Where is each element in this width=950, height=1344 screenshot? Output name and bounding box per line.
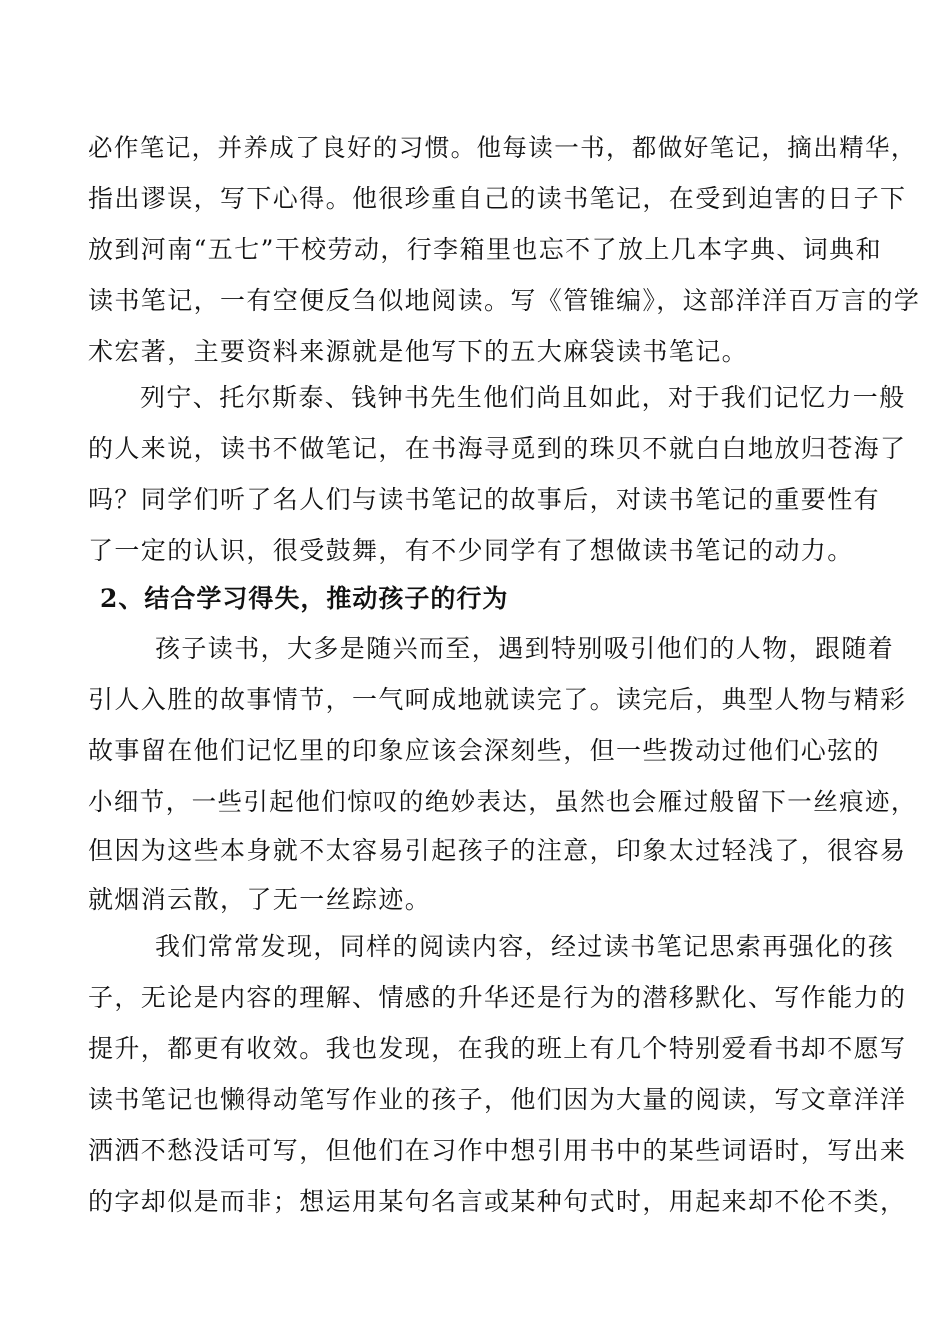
- section-heading: 2、结合学习得失，推动孩子的行为: [100, 584, 509, 613]
- text-line: 列宁、托尔斯泰、钱钟书先生他们尚且如此，对于我们记忆力一般: [140, 383, 906, 412]
- text-line: 了一定的认识，很受鼓舞，有不少同学有了想做读书笔记的动力。: [88, 536, 854, 565]
- text-line: 小细节，一些引起他们惊叹的绝妙表达，虽然也会雁过般留下一丝痕迹，: [88, 787, 917, 816]
- text-line: 洒洒不愁没话可写，但他们在习作中想引用书中的某些词语时，写出来: [88, 1136, 907, 1165]
- text-line: 的字却似是而非；想运用某句名言或某种句式时，用起来却不伦不类，: [88, 1187, 907, 1216]
- text-line: 读书笔记也懒得动笔写作业的孩子，他们因为大量的阅读，写文章洋洋: [88, 1085, 907, 1114]
- text-line: 放到河南“五七”干校劳动，行李箱里也忘不了放上几本字典、词典和: [88, 235, 882, 264]
- text-line: 我们常常发现，同样的阅读内容，经过读书笔记思索再强化的孩: [155, 932, 895, 961]
- text-line: 孩子读书，大多是随兴而至，遇到特别吸引他们的人物，跟随着: [155, 634, 895, 663]
- text-line: 的人来说，读书不做笔记，在书海寻觅到的珠贝不就白白地放归苍海了: [88, 434, 907, 463]
- text-line: 引人入胜的故事情节，一气呵成地就读完了。读完后，典型人物与精彩: [88, 685, 907, 714]
- text-line: 读书笔记，一有空便反刍似地阅读。写《管锥编》，这部洋洋百万言的学: [88, 286, 921, 315]
- text-line: 就烟消云散，了无一丝踪迹。: [88, 885, 432, 914]
- text-line: 子，无论是内容的理解、情感的升华还是行为的潜移默化、写作能力的: [88, 983, 907, 1012]
- text-line: 吗？同学们听了名人们与读书笔记的故事后，对读书笔记的重要性有: [88, 485, 881, 514]
- text-line: 术宏著，主要资料来源就是他写下的五大麻袋读书笔记。: [88, 337, 749, 366]
- text-line: 提升，都更有收效。我也发现，在我的班上有几个特别爱看书却不愿写: [88, 1034, 907, 1063]
- text-line: 故事留在他们记忆里的印象应该会深刻些，但一些拨动过他们心弦的: [88, 736, 881, 765]
- text-line: 但因为这些本身就不太容易引起孩子的注意，印象太过轻浅了，很容易: [88, 836, 907, 865]
- text-line: 指出谬误，写下心得。他很珍重自己的读书笔记，在受到迫害的日子下: [88, 184, 907, 213]
- text-line: 必作笔记，并养成了良好的习惯。他每读一书，都做好笔记，摘出精华，: [88, 133, 917, 162]
